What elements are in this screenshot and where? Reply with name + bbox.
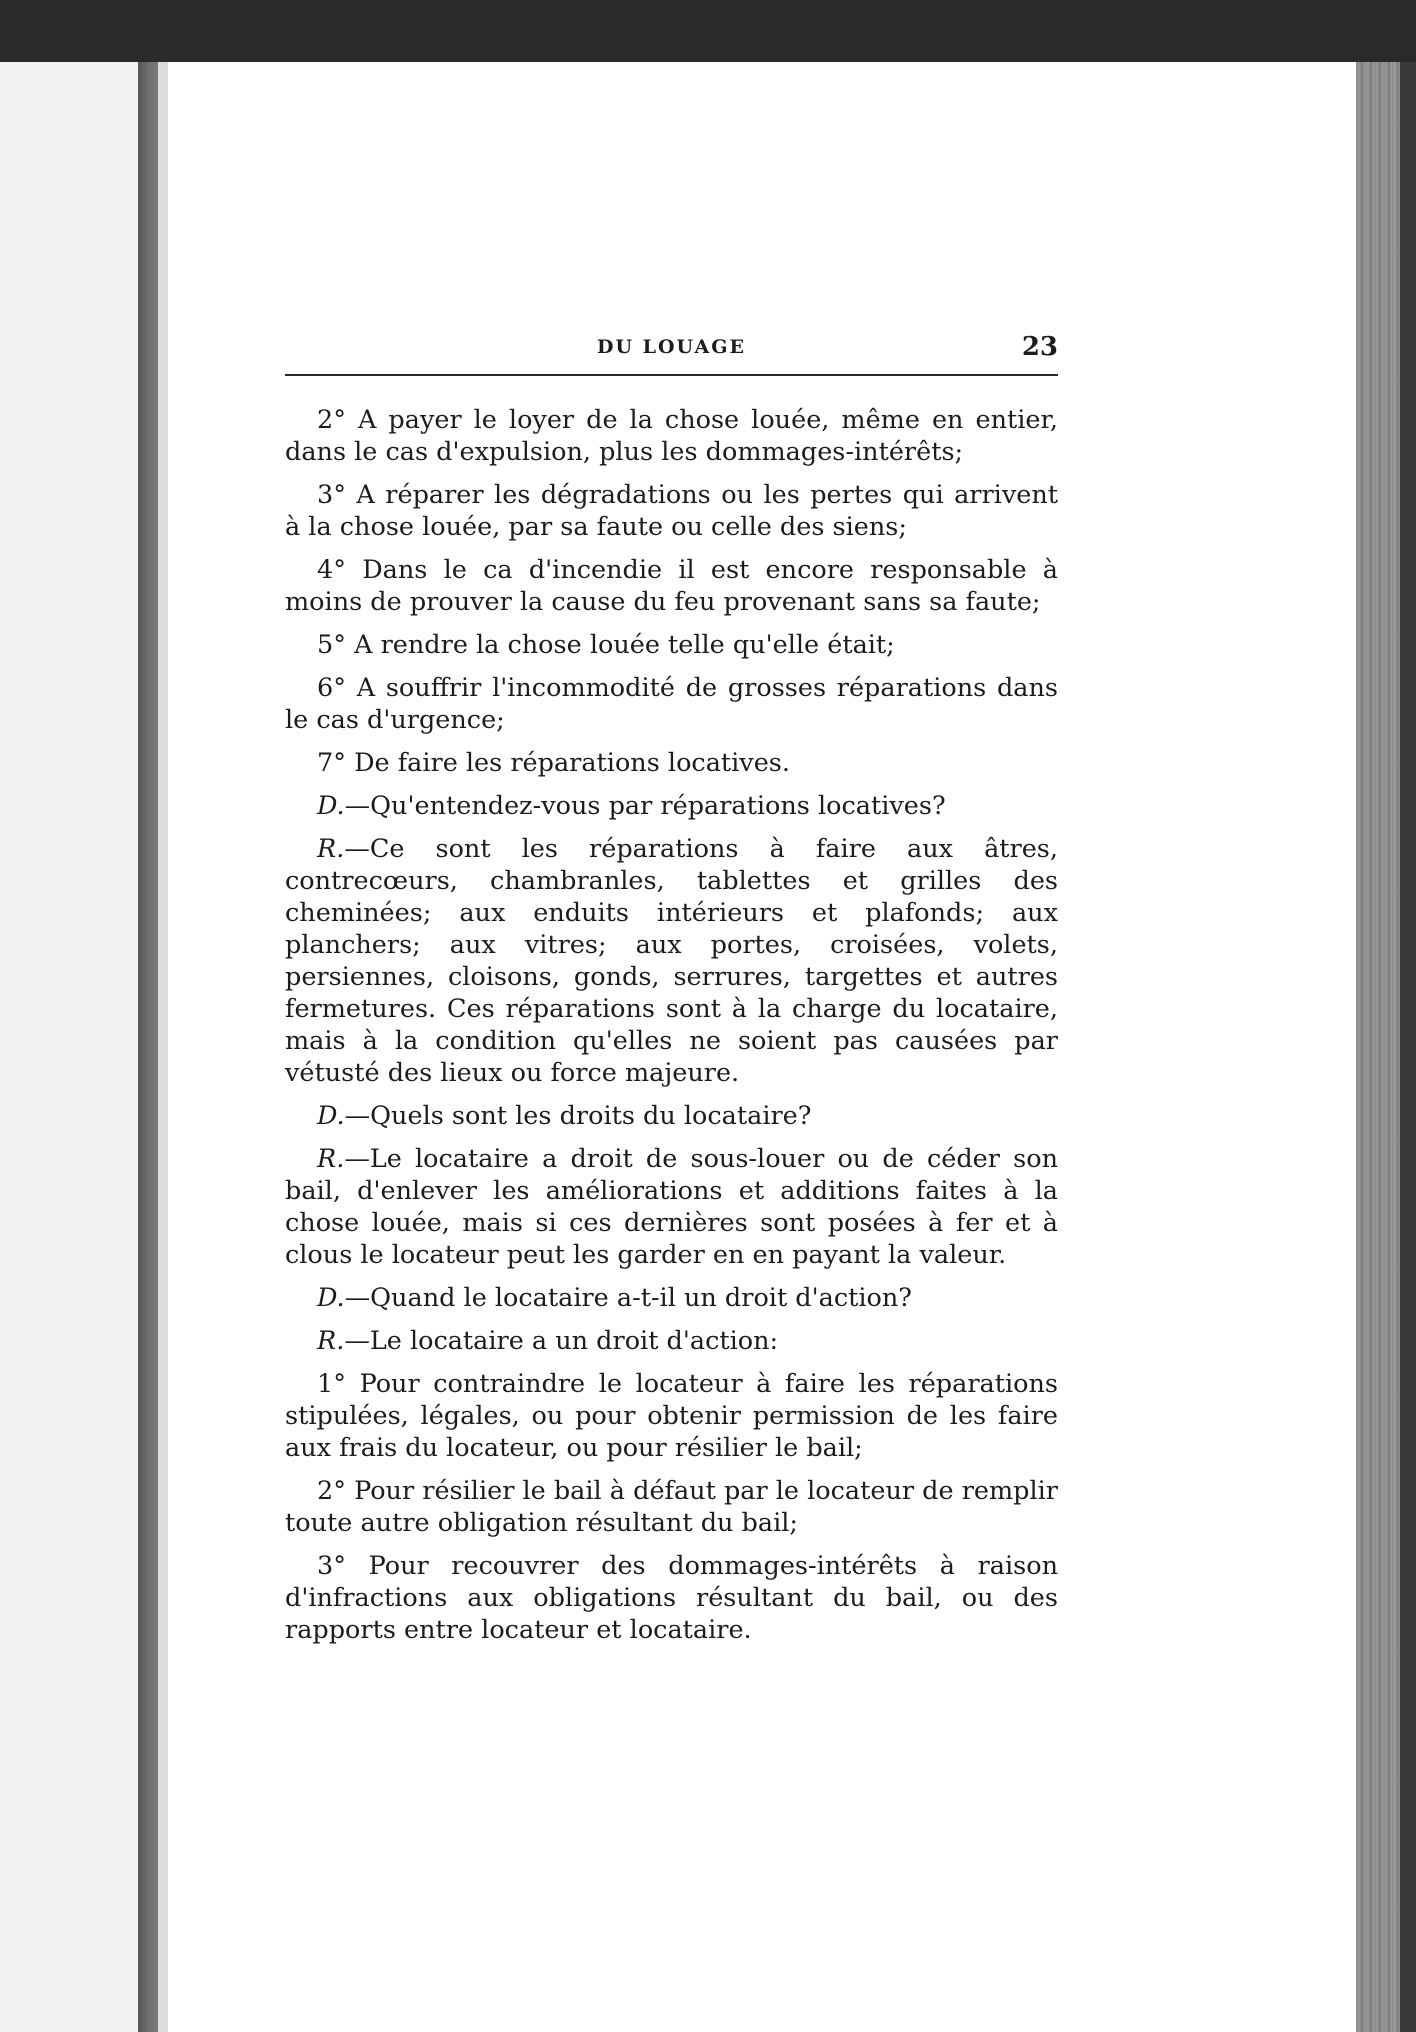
scan-top-border <box>0 0 1416 62</box>
question: D.—Quand le locataire a-t-il un droit d'action? <box>317 1283 912 1313</box>
answer: R.—Ce sont les réparations à faire aux âtres, contrecœurs, chambranles, tablettes et grilles des cheminées; aux enduits intérieurs et plafonds; aux planchers; aux vitres; aux portes, croisées, volets, persiennes, cloisons, gonds, serrures, targettes et autres fermetures. Ces réparations sont à la charge du locataire, mais à la condition qu'elles ne soient pas causées par vétusté des lieux ou force majeure. <box>285 834 1058 1088</box>
answer: R.—Le locataire a droit de sous-louer ou de céder son bail, d'enlever les améliorations et additions faites à la chose louée, mais si ces dernières sont posées à fer et à clous le locateur peut les garder en en payant la valeur. <box>285 1144 1058 1270</box>
scan-right-border <box>1400 62 1416 2032</box>
paragraph: 3° Pour recouvrer des dommages-intérêts à raison d'infractions aux obligations résultant du bail, ou des rapports entre locateur et locataire. <box>285 1551 1058 1645</box>
gutter-highlight <box>158 62 168 2032</box>
question: D.—Qu'entendez-vous par réparations locatives? <box>317 791 946 821</box>
paragraph: 1° Pour contraindre le locateur à faire les réparations stipulées, légales, ou pour obtenir permission de les faire aux frais du locateur, ou pour résilier le bail; <box>285 1369 1058 1463</box>
book-page <box>285 330 1058 1657</box>
paragraph: 6° A souffrir l'incommodité de grosses réparations dans le cas d'urgence; <box>285 673 1058 735</box>
paragraph: 5° A rendre la chose louée telle qu'elle était; <box>317 630 895 660</box>
paragraph: 4° Dans le ca d'incendie il est encore responsable à moins de prouver la cause du feu provenant sans sa faute; <box>285 555 1058 617</box>
paragraph: 3° A réparer les dégradations ou les pertes qui arrivent à la chose louée, par sa faute ou celle des siens; <box>285 480 1058 542</box>
question: D.—Quels sont les droits du locataire? <box>317 1101 812 1131</box>
answer: R.—Le locataire a un droit d'action: <box>317 1326 779 1356</box>
page-body <box>285 404 1058 1646</box>
facing-page-margin <box>0 62 140 2032</box>
paragraph: 7° De faire les réparations locatives. <box>317 748 790 778</box>
book-gutter <box>138 62 158 2032</box>
paragraph: 2° A payer le loyer de la chose louée, même en entier, dans le cas d'expulsion, plus les dommages-intérêts; <box>285 405 1058 467</box>
running-title: DU LOUAGE <box>596 336 746 358</box>
page-number: 23 <box>1021 332 1058 362</box>
paragraph: 2° Pour résilier le bail à défaut par le locateur de remplir toute autre obligation résultant du bail; <box>285 1476 1058 1538</box>
running-header <box>285 330 1058 376</box>
